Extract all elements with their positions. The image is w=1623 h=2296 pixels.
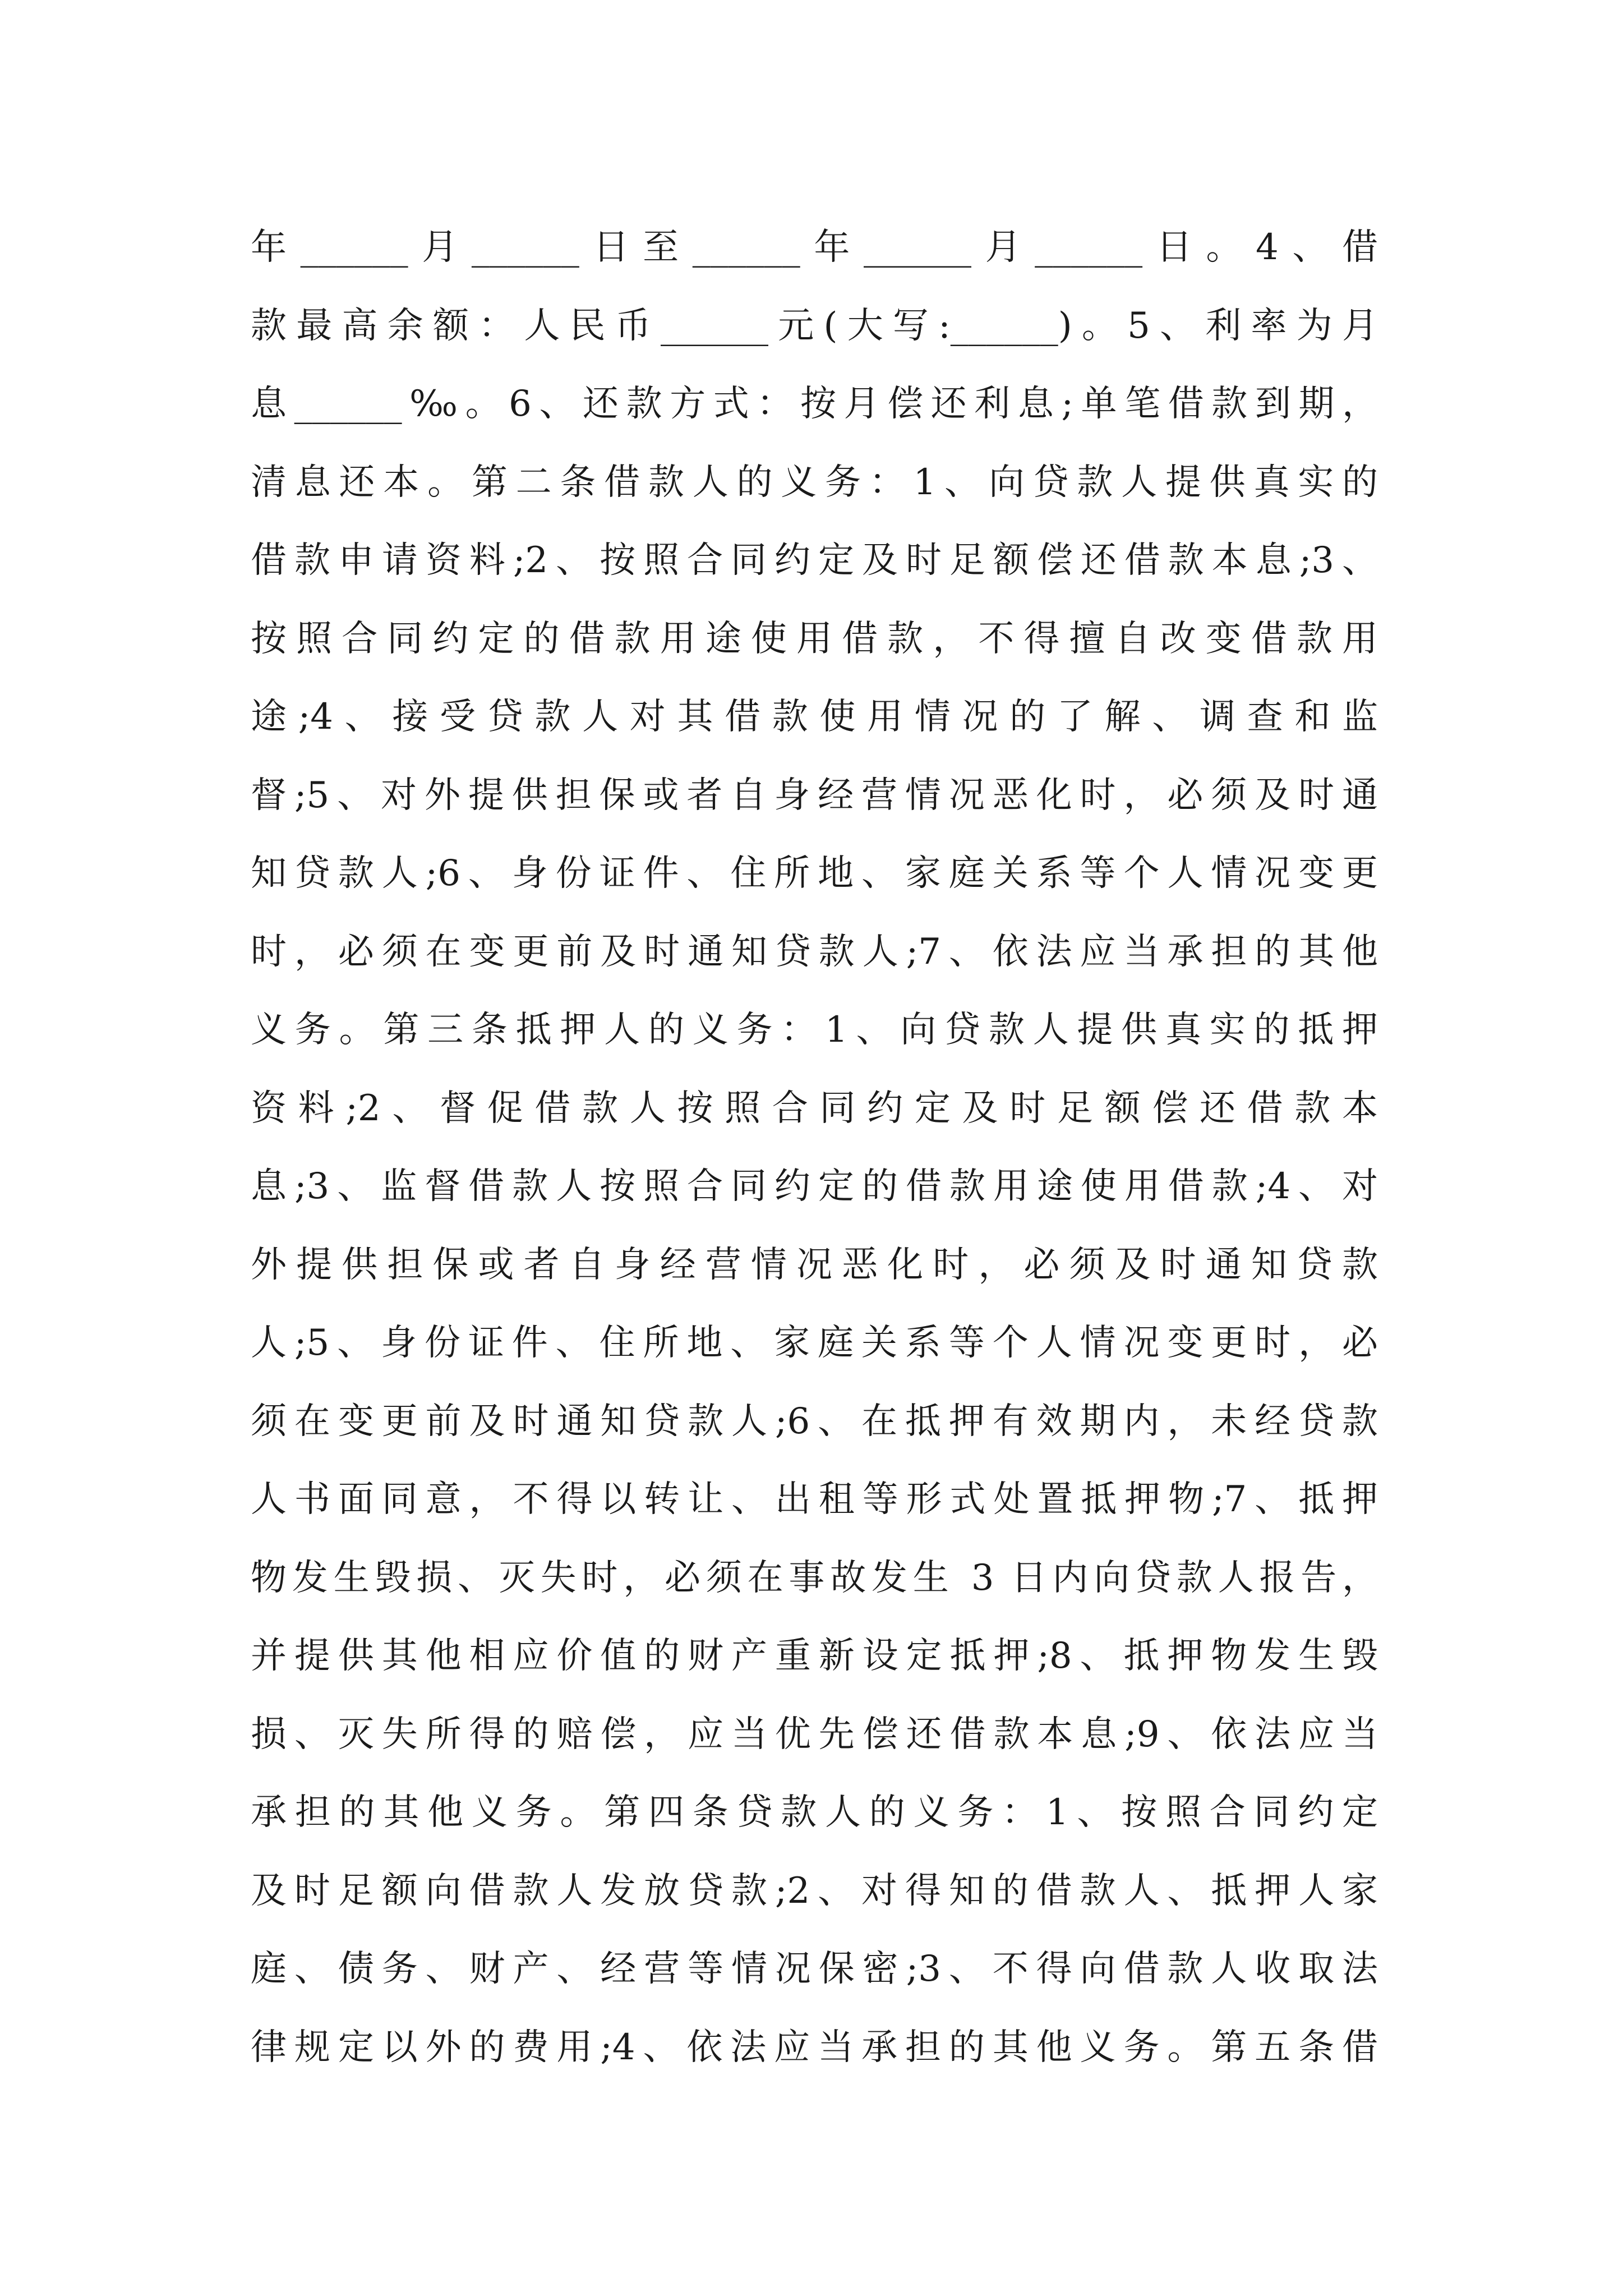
body-text xyxy=(251,209,1378,2087)
text-line: 息;3、监督借款人按照合同约定的借款用途使用借款;4、对 xyxy=(251,1166,1378,1207)
text-line: 途;4、接受贷款人对其借款使用情况的了解、调查和监 xyxy=(251,696,1378,738)
text-line: 款最高余额：人民币______元(大写:______)。5、利率为月 xyxy=(251,305,1378,347)
text-line: 并提供其他相应价值的财产重新设定抵押;8、抵押物发生毁 xyxy=(251,1635,1378,1677)
text-line: 借款申请资料;2、按照合同约定及时足额偿还借款本息;3、 xyxy=(251,540,1378,581)
text-line: 人书面同意，不得以转让、出租等形式处置抵押物;7、抵押 xyxy=(251,1479,1378,1520)
text-line: 人;5、身份证件、住所地、家庭关系等个人情况变更时，必 xyxy=(251,1322,1378,1364)
text-line: 损、灭失所得的赔偿，应当优先偿还借款本息;9、依法应当 xyxy=(251,1713,1378,1755)
text-line: 按照合同约定的借款用途使用借款，不得擅自改变借款用 xyxy=(251,618,1378,660)
text-line: 时，必须在变更前及时通知贷款人;7、依法应当承担的其他 xyxy=(251,931,1378,973)
text-line: 及时足额向借款人发放贷款;2、对得知的借款人、抵押人家 xyxy=(251,1870,1378,1912)
text-line: 年______月______日至______年______月______日。4、借 xyxy=(251,227,1378,268)
text-line: 息______‰。6、还款方式：按月偿还利息;单笔借款到期， xyxy=(251,383,1378,425)
text-line: 物发生毁损、灭失时，必须在事故发生 3 日内向贷款人报告， xyxy=(251,1557,1378,1599)
text-line: 资料;2、督促借款人按照合同约定及时足额偿还借款本 xyxy=(251,1087,1378,1129)
text-line: 清息还本。第二条借款人的义务：1、向贷款人提供真实的 xyxy=(251,461,1378,503)
text-line: 外提供担保或者自身经营情况恶化时，必须及时通知贷款 xyxy=(251,1244,1378,1286)
text-line: 须在变更前及时通知贷款人;6、在抵押有效期内，未经贷款 xyxy=(251,1400,1378,1442)
text-line: 义务。第三条抵押人的义务：1、向贷款人提供真实的抵押 xyxy=(251,1009,1378,1051)
text-line: 承担的其他义务。第四条贷款人的义务：1、按照合同约定 xyxy=(251,1792,1378,1833)
text-line: 督;5、对外提供担保或者自身经营情况恶化时，必须及时通 xyxy=(251,774,1378,816)
text-line: 律规定以外的费用;4、依法应当承担的其他义务。第五条借 xyxy=(251,2026,1378,2068)
text-line: 庭、债务、财产、经营等情况保密;3、不得向借款人收取法 xyxy=(251,1948,1378,1990)
text-line: 知贷款人;6、身份证件、住所地、家庭关系等个人情况变更 xyxy=(251,853,1378,894)
